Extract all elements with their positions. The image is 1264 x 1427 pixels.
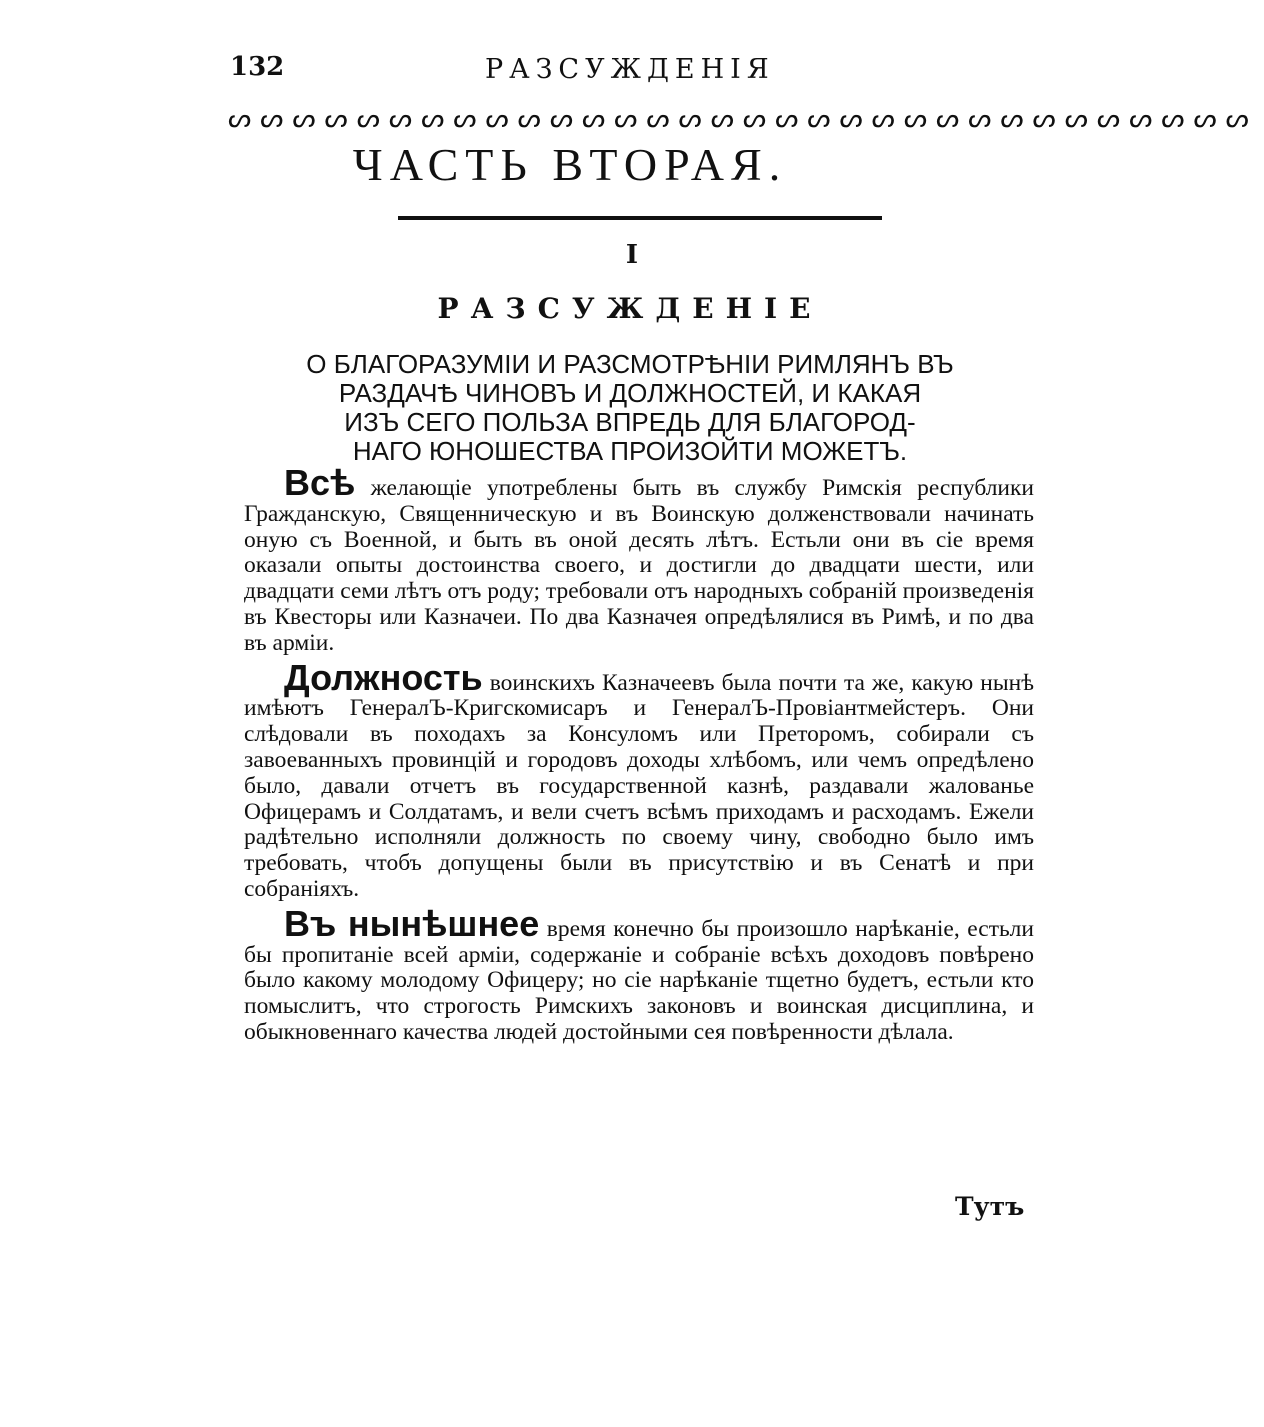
paragraph-lead-word: Всѣ [284,462,356,503]
paragraph-lead-word: Въ нынѣшнее [284,902,540,944]
part-title: ЧАСТЬ ВТОРАЯ. [352,139,788,190]
paragraph-text: время конечно бы произошло нарѣканіе, естьли бы пропитаніе всей арміи, содержаніе и собраніе всѣхъ доходовъ повѣрено было какому молодому Офицеру; но сіе нарѣканіе тщетно будетъ, естьли кто помыслитъ, что строгость Римскихъ законовъ и воинская дисциплина, и обыкновеннаго качества людей достойными сея повѣренности дѣлала. [244,915,1034,1045]
subtitle-line: РАЗДАЧѢ ЧИНОВЪ И ДОЛЖНОСТЕЙ, И КАКАЯ [338,378,922,408]
paragraph [244,656,1034,903]
catchword: Тутъ [955,1192,1025,1221]
paragraph [244,902,1034,1046]
page-number: 132 [230,52,285,82]
ornament-band: ᔕᔕᔕᔕᔕᔕᔕᔕᔕᔕᔕᔕᔕᔕᔕᔕᔕᔕᔕᔕᔕᔕᔕᔕᔕᔕᔕᔕᔕᔕᔕᔕ [228,104,1258,134]
section-label: РАЗСУЖДЕНІЕ [437,292,823,325]
body-text [244,462,1034,1054]
subtitle-line: НАГО ЮНОШЕСТВА ПРОИЗОЙТИ МОЖЕТЪ. [352,436,908,466]
paragraph-text: воинскихъ Казначеевъ была почти та же, какую нынѣ имѣютъ ГенералЪ-Кригскомисаръ и ГенералЪ-Провіантмейстеръ. Они слѣдовали въ походахъ за Консуломъ или Преторомъ, собирали съ завоеванныхъ провинцій и городовъ доходы хлѣбомъ, или чемъ опредѣлено было, давали отчетъ въ государственной казнѣ, раздавали жалованье Офицерамъ и Солдатамъ, и вели счетъ всѣмъ приходамъ и расходамъ. Ежели радѣтельно исполняли должность по своему чину, свободно было имъ требовать, чтобъ допущены были въ присутствію и въ Сенатѣ и при собраніяхъ. [244,669,1034,902]
page-header [230,52,1030,92]
running-title: РАЗСУЖДЕНІЯ [485,54,775,85]
subtitle-line: О БЛАГОРАЗУМІИ И РАЗСМОТРѢНІИ РИМЛЯНЪ ВЪ [306,349,954,379]
title-rule [398,216,882,220]
paragraph-lead-word: Должность [284,656,483,698]
paragraph-text: желающіе употреблены быть въ службу Римскія республики Гражданскую, Священническую и въ Воинскую долженствовали начинать оную съ Военной, и быть въ оной десять лѣтъ. Естьли они въ сіе время оказали опыты достоинства своего, и достигли до двадцати шести, или двадцати семи лѣтъ отъ роду; требовали отъ народныхъ собраній произведенія въ Квесторы или Казначеи. По два Казначея опредѣлялися въ Римѣ, и по два въ арміи. [244,475,1034,656]
subtitle-line: ИЗЪ СЕГО ПОЛЬЗА ВПРЕДЬ ДЛЯ БЛАГОРОД- [344,407,916,437]
section-number: I [625,240,639,270]
section-subtitle [270,350,990,466]
paragraph [244,462,1034,657]
